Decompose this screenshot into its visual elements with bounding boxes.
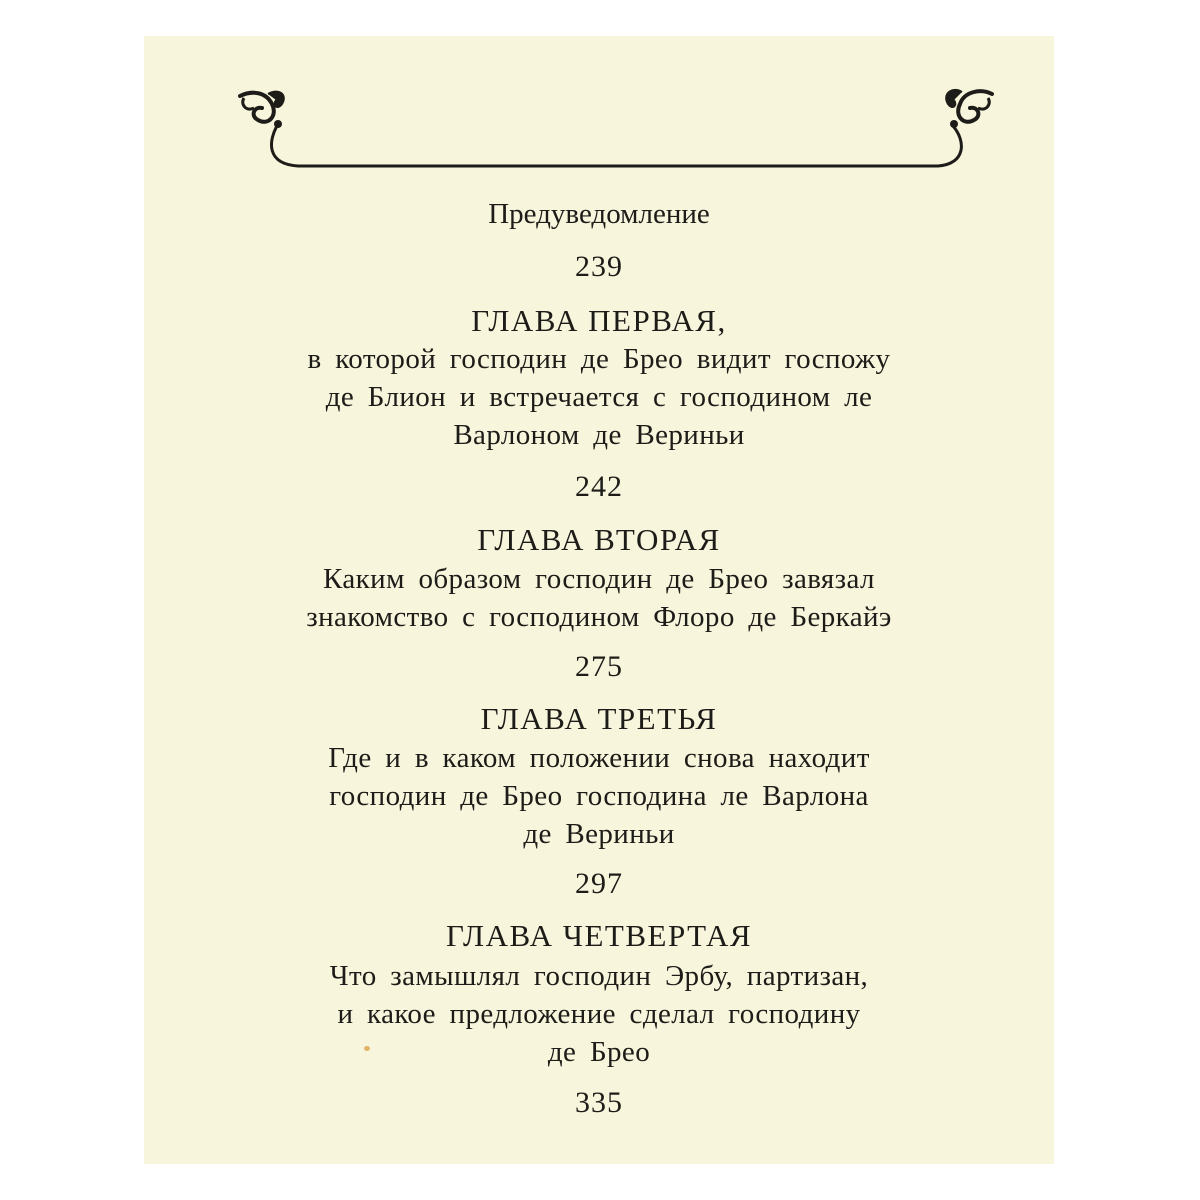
decorative-header-ornament bbox=[238, 86, 994, 176]
toc-intro-page-number: 239 bbox=[575, 250, 623, 283]
chapter-1-page-number: 242 bbox=[575, 470, 623, 503]
chapter-4-description-line-2: и какое предложение сделал господину bbox=[337, 998, 861, 1030]
ornament-left-flourish bbox=[240, 92, 284, 128]
ornament-rule-line bbox=[271, 124, 961, 166]
chapter-1-description-line-3: Варлоном де Вериньи bbox=[453, 419, 745, 451]
chapter-2-title: ГЛАВА ВТОРАЯ bbox=[477, 522, 721, 557]
chapter-3-page-number: 297 bbox=[575, 867, 623, 900]
chapter-1-description-line-2: де Блион и встречается с господином ле bbox=[325, 381, 873, 413]
chapter-2-description-line-2: знакомство с господином Флоро де Беркайэ bbox=[306, 601, 892, 633]
chapter-3-description-line-2: господин де Брео господина ле Варлона bbox=[329, 780, 869, 812]
toc-intro-label: Предуведомление bbox=[488, 198, 710, 230]
ornament-right-flourish bbox=[946, 90, 992, 128]
chapter-2-description-line-1: Каким образом господин де Брео завязал bbox=[323, 563, 875, 595]
chapter-1-title: ГЛАВА ПЕРВАЯ, bbox=[471, 303, 727, 338]
chapter-4-description-line-1: Что замышлял господин Эрбу, партизан, bbox=[329, 960, 869, 992]
chapter-4-description-line-3: де Брео bbox=[547, 1036, 651, 1068]
chapter-3-description-line-1: Где и в каком положении снова находит bbox=[328, 742, 870, 774]
chapter-2-page-number: 275 bbox=[575, 650, 623, 683]
chapter-1-description-line-1: в которой господин де Брео видит госпожу bbox=[307, 343, 891, 375]
chapter-3-description-line-3: де Вериньи bbox=[523, 818, 675, 850]
book-page bbox=[144, 36, 1054, 1164]
chapter-4-title: ГЛАВА ЧЕТВЕРТАЯ bbox=[445, 918, 753, 953]
chapter-4-page-number: 335 bbox=[575, 1086, 623, 1119]
paper-stain bbox=[364, 1046, 370, 1051]
chapter-3-title: ГЛАВА ТРЕТЬЯ bbox=[480, 701, 718, 736]
